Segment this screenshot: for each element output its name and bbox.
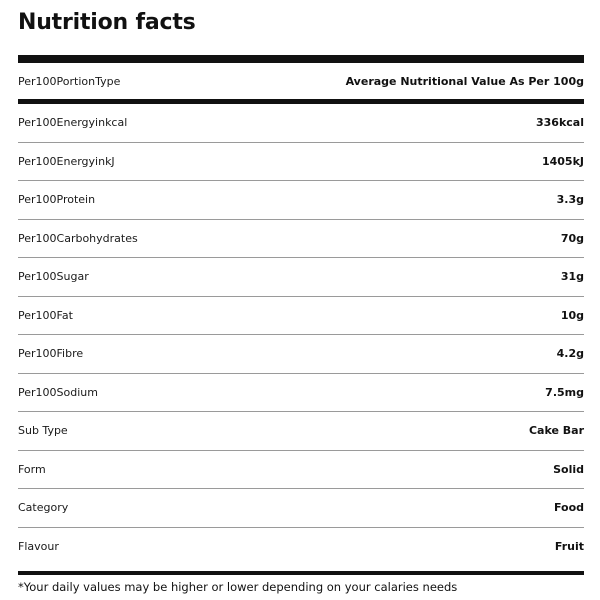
row-label: Per100Fat bbox=[18, 308, 73, 322]
row-label: Sub Type bbox=[18, 424, 68, 438]
row-value: 3.3g bbox=[556, 193, 584, 207]
table-row bbox=[18, 297, 584, 336]
row-label: Category bbox=[18, 501, 69, 515]
row-value: Food bbox=[553, 501, 584, 515]
row-label: Per100EnergyinkJ bbox=[18, 154, 115, 168]
table-row bbox=[18, 335, 584, 374]
row-label: Per100Sugar bbox=[18, 270, 89, 284]
row-value: Fruit bbox=[554, 540, 584, 554]
row-value: Cake Bar bbox=[528, 424, 584, 438]
table-row bbox=[18, 374, 584, 413]
portion-header-row bbox=[18, 63, 584, 99]
table-row bbox=[18, 181, 584, 220]
nutrient-table bbox=[18, 104, 584, 566]
top-thick-rule bbox=[18, 55, 584, 63]
bottom-thick-rule bbox=[18, 571, 584, 575]
row-label: Flavour bbox=[18, 540, 59, 554]
row-value: 7.5mg bbox=[545, 385, 584, 399]
row-value: Solid bbox=[553, 462, 584, 476]
table-row bbox=[18, 104, 584, 143]
table-row bbox=[18, 451, 584, 490]
panel-title: Nutrition facts bbox=[18, 10, 196, 35]
footnote: *Your daily values may be higher or lower depending on your calaries needs bbox=[18, 580, 458, 594]
table-row bbox=[18, 489, 584, 528]
row-label: Per100Sodium bbox=[18, 385, 98, 399]
table-row bbox=[18, 528, 584, 567]
row-label: Per100Energyinkcal bbox=[18, 116, 128, 130]
row-label: Form bbox=[18, 462, 46, 476]
row-value: 31g bbox=[560, 270, 584, 284]
row-value: 336kcal bbox=[536, 116, 584, 130]
table-row bbox=[18, 143, 584, 182]
portion-type-value: Average Nutritional Value As Per 100g bbox=[345, 74, 584, 88]
row-value: 1405kJ bbox=[541, 154, 584, 168]
row-value: 70g bbox=[560, 231, 584, 245]
row-value: 4.2g bbox=[556, 347, 584, 361]
row-value: 10g bbox=[560, 308, 584, 322]
table-row bbox=[18, 412, 584, 451]
row-label: Per100Carbohydrates bbox=[18, 231, 138, 245]
table-row bbox=[18, 220, 584, 259]
row-label: Per100Fibre bbox=[18, 347, 84, 361]
table-row bbox=[18, 258, 584, 297]
row-label: Per100Protein bbox=[18, 193, 96, 207]
portion-type-label: Per100PortionType bbox=[18, 74, 121, 88]
